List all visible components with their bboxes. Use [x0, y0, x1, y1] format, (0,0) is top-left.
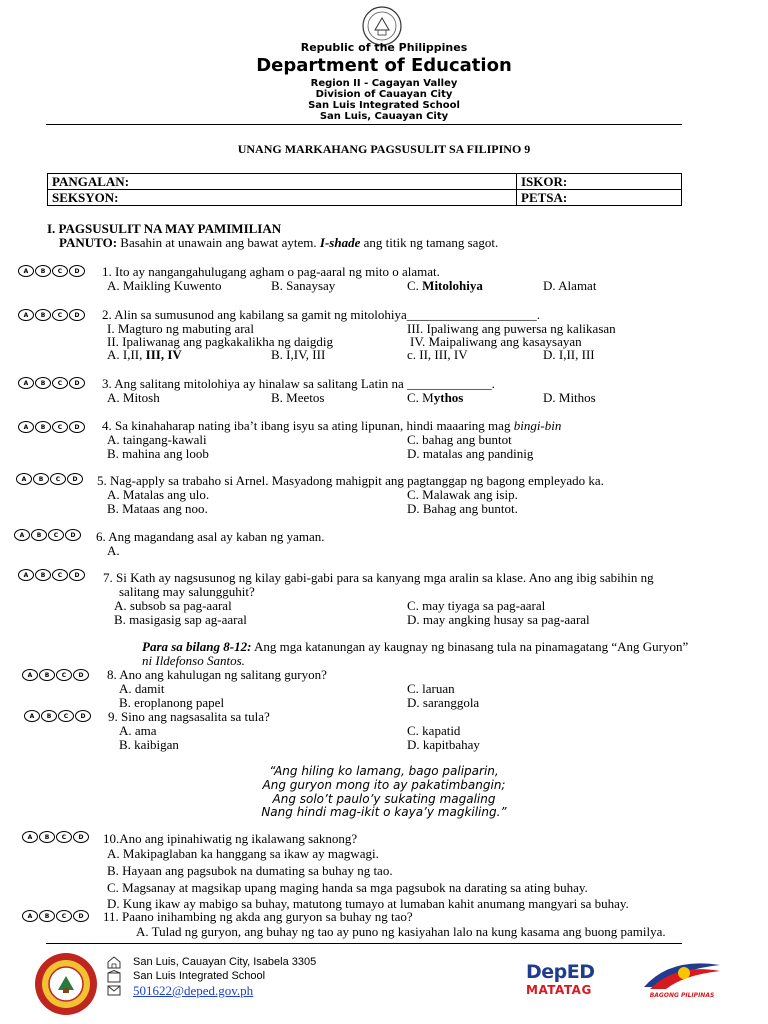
- q5-choice-a: A. Matalas ang ulo.: [107, 487, 210, 502]
- q2-choice-b: B. I,IV, III: [271, 347, 326, 362]
- bubble-b[interactable]: B: [33, 473, 49, 485]
- bubble-c[interactable]: C: [48, 529, 64, 541]
- bubble-b[interactable]: B: [41, 710, 57, 722]
- poem-author: ni Ildefonso Santos.: [142, 653, 245, 668]
- q2-item-iii: III. Ipaliwang ang puwersa ng kalikasan: [407, 321, 616, 336]
- footer-email-link[interactable]: 501622@deped.gov.ph: [133, 983, 254, 998]
- bubble-b[interactable]: B: [39, 910, 55, 922]
- question-8: 8. Ano ang kahulugan ng salitang guryon?: [107, 667, 327, 682]
- school-seal-icon: [34, 952, 98, 1016]
- q4-choice-c: C. bahag ang buntot: [407, 432, 512, 447]
- bagong-pilipinas-text: BAGONG PILIPINAS: [649, 992, 715, 999]
- bubble-d[interactable]: D: [73, 831, 89, 843]
- q8-choice-d: D. saranggola: [407, 695, 480, 710]
- pangalan-field[interactable]: PANGALAN:: [48, 174, 517, 190]
- poem-line-4: Nang hindi mag-ikit o kaya’y magkiling.”: [261, 805, 507, 819]
- exam-title: UNANG MARKAHANG PAGSUSULIT SA FILIPINO 9: [237, 142, 531, 156]
- bubble-c[interactable]: C: [56, 669, 72, 681]
- q9-choice-a: A. ama: [119, 723, 157, 738]
- bubble-d[interactable]: D: [69, 421, 85, 433]
- q3-choice-d: D. Mithos: [543, 390, 596, 405]
- q2-item-iv: IV. Maipaliwang ang kasaysayan: [410, 334, 582, 349]
- footer-address: San Luis, Cauayan City, Isabela 3305: [133, 956, 317, 968]
- question-1: 1. Ito ay nangangahulugang agham o pag-aaral ng mito o alamat.: [102, 264, 440, 279]
- bubble-a[interactable]: A: [24, 710, 40, 722]
- q2-choice-a: A. I,II, III, IV: [107, 347, 182, 362]
- answer-bubbles-q8[interactable]: [22, 669, 89, 681]
- answer-bubbles-q1[interactable]: [18, 265, 85, 277]
- q9-choice-b: B. kaibigan: [119, 737, 179, 752]
- q8-choice-a: A. damit: [119, 681, 165, 696]
- q11-choice-a: A. Tulad ng guryon, ang buhay ng tao ay puno ng kasiyahan lalo na kung kasama ang buong pamilya.: [136, 924, 666, 939]
- bubble-d[interactable]: D: [67, 473, 83, 485]
- bubble-c[interactable]: C: [52, 309, 68, 321]
- q8-choice-c: C. laruan: [407, 681, 455, 696]
- poem-line-1: “Ang hiling ko lamang, bago paliparin,: [269, 764, 499, 778]
- q2-choice-c: c. II, III, IV: [407, 347, 468, 362]
- bubble-c[interactable]: C: [52, 421, 68, 433]
- answer-bubbles-q11[interactable]: [22, 910, 89, 922]
- bubble-b[interactable]: B: [35, 309, 51, 321]
- bubble-b[interactable]: B: [35, 569, 51, 581]
- student-info-table: [47, 173, 682, 206]
- bubble-a[interactable]: A: [18, 569, 34, 581]
- email-icon: [107, 985, 121, 996]
- q10-choice-b: B. Hayaan ang pagsubok na dumating sa buhay ng tao.: [107, 863, 393, 878]
- bubble-a[interactable]: A: [14, 529, 30, 541]
- bubble-a[interactable]: A: [22, 831, 38, 843]
- deped-seal-icon: [362, 6, 402, 46]
- bubble-c[interactable]: C: [56, 831, 72, 843]
- header-divider: [46, 124, 682, 125]
- bubble-c[interactable]: C: [58, 710, 74, 722]
- republic-text: Republic of the Philippines: [300, 41, 468, 54]
- bubble-c[interactable]: C: [50, 473, 66, 485]
- bubble-d[interactable]: D: [69, 265, 85, 277]
- q4-choice-b: B. mahina ang loob: [107, 446, 209, 461]
- q3-choice-b: B. Meetos: [271, 390, 325, 405]
- bubble-b[interactable]: B: [35, 265, 51, 277]
- answer-bubbles-q7[interactable]: [18, 569, 85, 581]
- q2-choice-d: D. I,II, III: [543, 347, 595, 362]
- footer-school: San Luis Integrated School: [133, 970, 266, 982]
- address-text: San Luis, Cauayan City: [319, 111, 449, 122]
- q5-choice-b: B. Mataas ang noo.: [107, 501, 208, 516]
- question-7: 7. Si Kath ay nagsusunog ng kilay gabi-gabi para sa kanyang mga aralin sa klase. Ano ang ibig sabihin ng: [103, 570, 654, 585]
- q9-choice-d: D. kapitbahay: [407, 737, 480, 752]
- q5-choice-c: C. Malawak ang isip.: [407, 487, 518, 502]
- section-title: I. PAGSUSULIT NA MAY PAMIMILIAN: [47, 221, 282, 236]
- bubble-a[interactable]: A: [18, 265, 34, 277]
- question-9: 9. Sino ang nagsasalita sa tula?: [108, 709, 270, 724]
- question-7-cont: salitang may salungguhit?: [119, 584, 255, 599]
- poem-line-2: Ang guryon mong ito ay pakatimbangin;: [262, 778, 506, 792]
- q3-choice-a: A. Mitosh: [107, 390, 160, 405]
- bubble-a[interactable]: A: [16, 473, 32, 485]
- poem-intro: Para sa bilang 8-12: Ang mga katanungan ay kaugnay ng binasang tula na pinamagatang “Ang Guryon”: [142, 639, 689, 654]
- q8-choice-b: B. eroplanong papel: [119, 695, 225, 710]
- division-text: Division of Cauayan City: [315, 89, 453, 100]
- deped-matatag-logo: [526, 961, 618, 1001]
- q5-choice-d: D. Bahag ang buntot.: [407, 501, 518, 516]
- bubble-a[interactable]: A: [18, 377, 34, 389]
- answer-bubbles-q3[interactable]: [18, 377, 85, 389]
- poem-line-3: Ang solo’t paulo’y sukating magaling: [272, 792, 496, 806]
- bubble-d[interactable]: D: [75, 710, 91, 722]
- question-3: 3. Ang salitang mitolohiya ay hinalaw sa salitang Latin na _____________.: [102, 376, 495, 391]
- panuto-text: PANUTO: Basahin at unawain ang bawat aytem. I-shade ang titik ng tamang sagot.: [59, 235, 499, 250]
- answer-bubbles-q5[interactable]: [16, 473, 83, 485]
- bubble-d[interactable]: D: [69, 309, 85, 321]
- bubble-d[interactable]: D: [69, 377, 85, 389]
- q1-choice-b: B. Sanaysay: [271, 278, 336, 293]
- answer-bubbles-q6[interactable]: [14, 529, 81, 541]
- question-5: 5. Nag-apply sa trabaho si Arnel. Masyadong mahigpit ang pagtanggap ng bagong empleyado ka.: [97, 473, 604, 488]
- q10-choice-d: D. Kung ikaw ay mabigo sa buhay, matutong tumayo at lumaban kahit anumang mangyari sa buhay.: [107, 896, 629, 911]
- question-11: 11. Paano inihambing ng akda ang guryon sa buhay ng tao?: [103, 909, 413, 924]
- bagong-pilipinas-logo-icon: [640, 957, 724, 993]
- school-text: San Luis Integrated School: [308, 100, 460, 111]
- q1-choice-d: D. Alamat: [543, 278, 597, 293]
- q7-choice-c: C. may tiyaga sa pag-aaral: [407, 598, 546, 613]
- department-title: Department of Education: [256, 55, 512, 76]
- question-4: 4. Sa kinahaharap nating iba’t ibang isyu sa ating lipunan, hindi maaaring mag bingi-bin: [102, 418, 562, 433]
- q7-choice-b: B. masigasig sap ag-aaral: [114, 612, 247, 627]
- location-building-icon: [107, 956, 121, 969]
- answer-bubbles-q10[interactable]: [22, 831, 89, 843]
- footer-divider: [46, 943, 682, 944]
- bubble-d[interactable]: D: [73, 669, 89, 681]
- bubble-a[interactable]: A: [22, 910, 38, 922]
- seksyon-field[interactable]: SEKSYON:: [48, 190, 517, 206]
- bubble-b[interactable]: B: [39, 669, 55, 681]
- bubble-c[interactable]: C: [56, 910, 72, 922]
- q2-item-ii: II. Ipaliwanag ang pagkakalikha ng daigdig: [107, 334, 333, 349]
- question-2: 2. Alin sa sumusunod ang kabilang sa gamit ng mitolohiya____________________.: [102, 307, 541, 322]
- bubble-b[interactable]: B: [39, 831, 55, 843]
- bubble-c[interactable]: C: [52, 265, 68, 277]
- bubble-a[interactable]: A: [18, 309, 34, 321]
- q9-choice-c: C. kapatid: [407, 723, 461, 738]
- answer-bubbles-q4[interactable]: [18, 421, 85, 433]
- q4-choice-a: A. taingang-kawali: [107, 432, 207, 447]
- school-icon: [107, 970, 121, 983]
- question-10: 10.Ano ang ipinahiwatig ng ikalawang saknong?: [103, 831, 358, 846]
- bubble-b[interactable]: B: [35, 377, 51, 389]
- region-text: Region II - Cagayan Valley: [310, 78, 458, 89]
- bubble-c[interactable]: C: [52, 569, 68, 581]
- q7-choice-d: D. may angking husay sa pag-aaral: [407, 612, 590, 627]
- answer-bubbles-q9[interactable]: [24, 710, 91, 722]
- q4-choice-d: D. matalas ang pandinig: [407, 446, 534, 461]
- bubble-b[interactable]: B: [35, 421, 51, 433]
- bubble-a[interactable]: A: [22, 669, 38, 681]
- bubble-d[interactable]: D: [73, 910, 89, 922]
- q2-item-i: I. Magturo ng mabuting aral: [107, 321, 254, 336]
- bubble-d[interactable]: D: [69, 569, 85, 581]
- answer-bubbles-q2[interactable]: [18, 309, 85, 321]
- deped-logo-text: DepED: [526, 961, 595, 983]
- petsa-field[interactable]: PETSA:: [517, 190, 682, 206]
- q1-choice-a: A. Maikling Kuwento: [107, 278, 222, 293]
- question-6: 6. Ang magandang asal ay kaban ng yaman.: [96, 529, 325, 544]
- q10-choice-a: A. Makipaglaban ka hanggang sa ikaw ay magwagi.: [107, 846, 379, 861]
- q7-choice-a: A. subsob sa pag-aaral: [114, 598, 232, 613]
- matatag-text: MATATAG: [526, 983, 592, 997]
- bubble-c[interactable]: C: [52, 377, 68, 389]
- bubble-b[interactable]: B: [31, 529, 47, 541]
- q10-choice-c: C. Magsanay at magsikap upang maging handa sa mga pagsubok na darating sa ating buhay.: [107, 880, 588, 895]
- bubble-a[interactable]: A: [18, 421, 34, 433]
- iskor-field[interactable]: ISKOR:: [517, 174, 682, 190]
- bubble-d[interactable]: D: [65, 529, 81, 541]
- q3-choice-c: C. Mythos: [407, 390, 464, 405]
- q6-choice-a: A.: [107, 543, 120, 558]
- q1-choice-c: C. Mitolohiya: [407, 278, 483, 293]
